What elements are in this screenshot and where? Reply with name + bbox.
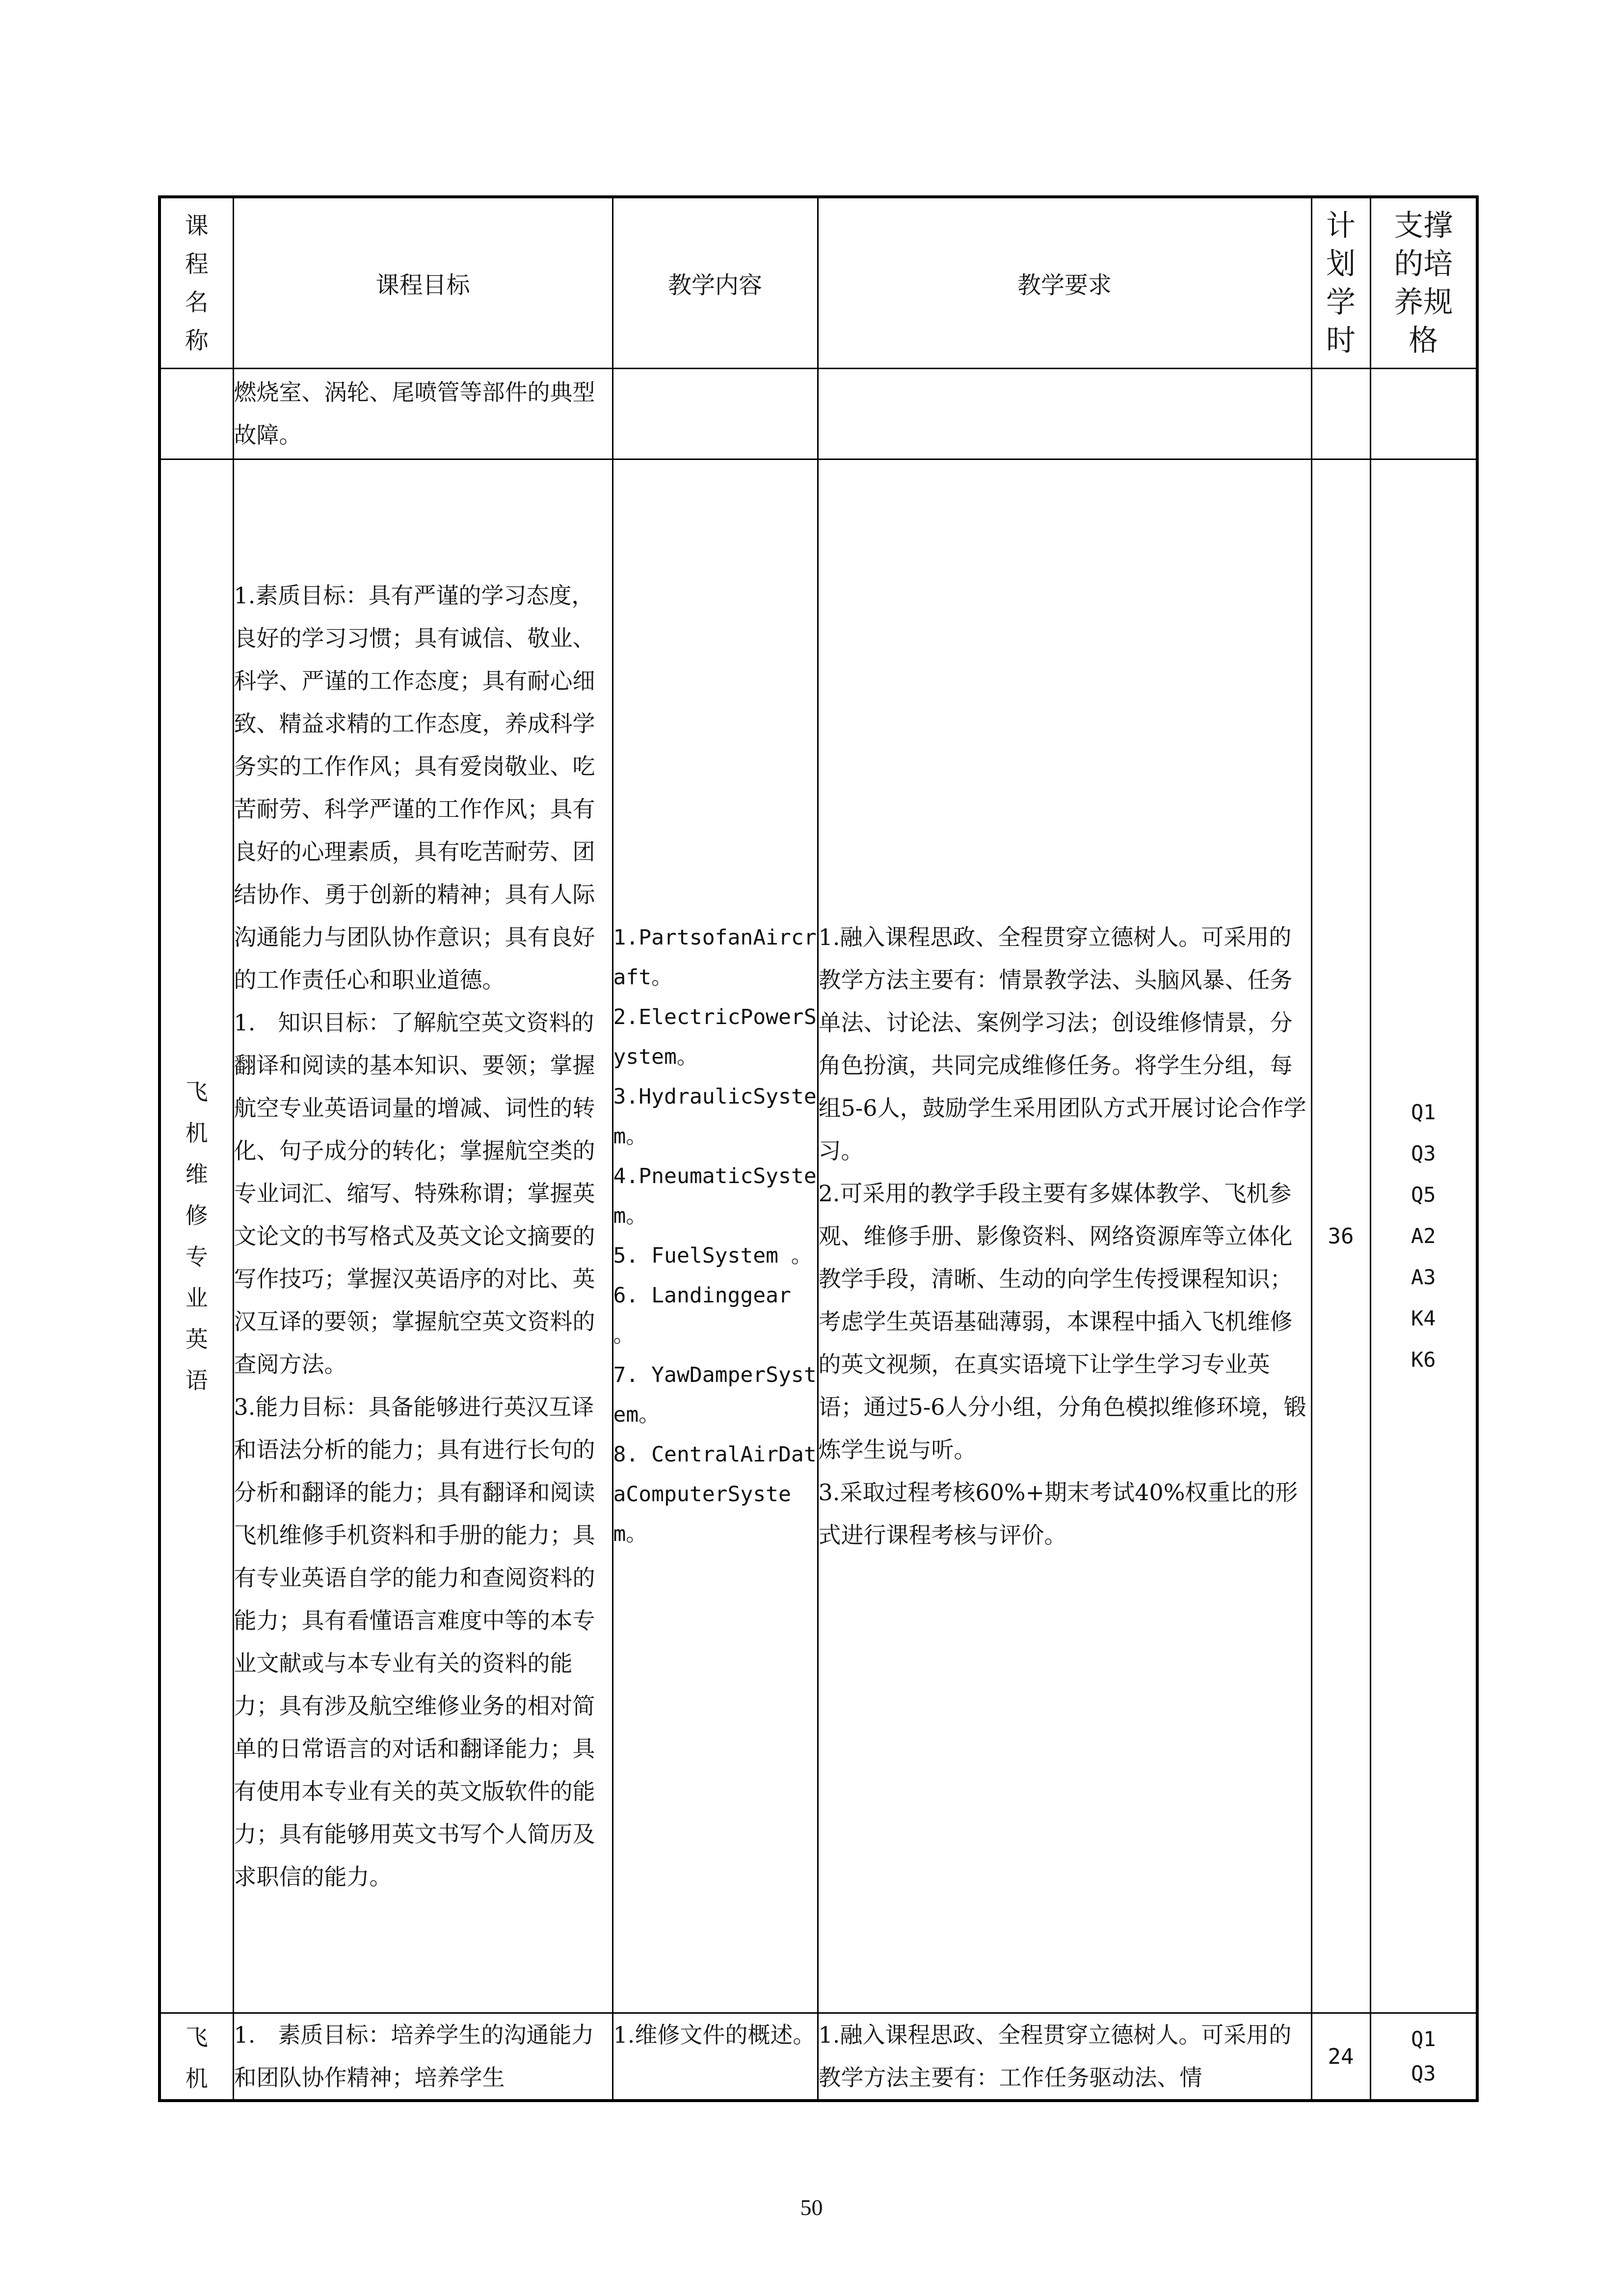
content-item: 1.PartsofanAircraft。 [613, 925, 817, 990]
course-name-cell [160, 369, 233, 459]
course-name-cell [160, 2013, 233, 2101]
header-hours [1311, 197, 1370, 369]
objective-ability: 3.能力目标：具备能够进行英汉互译和语法分析的能力；具有进行长句的分析和翻译的能力；具有翻译和阅读飞机维修手机资料和手册的能力；具有专业英语自学的能力和查阅资料的能力；具有看懂语言难度中等的本专业文献或与本专业有关的资料的能力；具有涉及航空维修业务的相对简单的日常语言的对话和翻译能力；具有使用本专业有关的英文版软件的能力；具有能够用英文书写个人简历及求职信的能力。 [234, 1393, 595, 1890]
requirement-item: 1.融入课程思政、全程贯穿立德树人。可采用的教学方法主要有：情景教学法、头脑风暴、任务单法、讨论法、案例学习法；创设维修情景，分角色扮演，共同完成维修任务。将学生分组，每组5-6人，鼓励学生采用团队方式开展讨论合作学习。 [818, 923, 1306, 1164]
content-item: 1.维修文件的概述。 [613, 2022, 816, 2048]
requirement-item: 2.可采用的教学手段主要有多媒体教学、飞机参观、维修手册、影像资料、网络资源库等立体化教学手段，清晰、生动的向学生传授课程知识；考虑学生英语基础薄弱，本课程中插入飞机维修的英文视频，在真实语境下让学生学习专业英语；通过5-6人分小组，分角色模拟维修环境，锻炼学生说与听。 [818, 1180, 1306, 1463]
objective-text: 燃烧室、涡轮、尾喷管等部件的典型故障。 [234, 379, 595, 448]
requirement-item: 1.融入课程思政、全程贯穿立德树人。可采用的教学方法主要有：工作任务驱动法、情 [818, 2022, 1292, 2091]
content-cell [612, 2013, 818, 2101]
objectives-cell [233, 2013, 612, 2101]
course-name-label: 飞 机 [185, 2024, 208, 2092]
spec-cell [1370, 369, 1477, 459]
header-objectives: 课程目标 [233, 197, 612, 369]
hours-cell: 24 [1311, 2013, 1370, 2101]
content-item: 2.ElectricPowerSystem。 [613, 1005, 817, 1069]
requirement-item: 3.采取过程考核60%+期末考试40%权重比的形式进行课程考核与评价。 [818, 1479, 1298, 1548]
table-row [160, 459, 1477, 2013]
page-number: 50 [800, 2195, 823, 2220]
objective-knowledge: 1. 知识目标：了解航空英文资料的翻译和阅读的基本知识、要领；掌握航空专业英语词量的增减、词性的转化、句子成分的转化；掌握航空类的专业词汇、缩写、特殊称谓；掌握英文论文的书写格式及英文论文摘要的写作技巧；掌握汉英语序的对比、英汉互译的要领；掌握航空英文资料的查阅方法。 [234, 1009, 595, 1378]
spec-item: Q1 [1410, 1100, 1436, 1124]
content-item: 5. FuelSystem 。 [613, 1243, 812, 1268]
table-header-row [160, 197, 1477, 369]
content-item: 8. CentralAirDataComputerSystem。 [613, 1442, 817, 1546]
content-cell [612, 369, 818, 459]
objective-quality: 1.素质目标：具有严谨的学习态度，良好的学习习惯；具有诚信、敬业、科学、严谨的工作态度；具有耐心细致、精益求精的工作态度，养成科学务实的工作作风；具有爱岗敬业、吃苦耐劳、科学严谨的工作作风；具有良好的心理素质，具有吃苦耐劳、团结协作、勇于创新的精神；具有人际沟通能力与团队协作意识；具有良好的工作责任心和职业道德。 [234, 582, 595, 993]
header-content: 教学内容 [612, 197, 818, 369]
spec-item: A3 [1410, 1265, 1436, 1289]
spec-item: Q5 [1410, 1183, 1436, 1207]
header-course-name [160, 197, 233, 369]
objectives-cell [233, 369, 612, 459]
spec-item: Q1 [1410, 2027, 1436, 2051]
content-item: 3.HydraulicSystem。 [613, 1084, 817, 1149]
hours-cell [1311, 369, 1370, 459]
spec-item: K6 [1410, 1348, 1436, 1372]
header-requirements: 教学要求 [818, 197, 1311, 369]
header-hours-label: 计 划 学 时 [1326, 208, 1356, 358]
content-item: 6. Landinggear 。 [613, 1283, 791, 1348]
header-spec-label: 支撑 的培 养规 格 [1394, 208, 1453, 358]
course-name-label: 飞 机 维 修 专 业 英 语 [185, 1079, 208, 1394]
course-name-cell [160, 459, 233, 2013]
course-table [158, 195, 1479, 2102]
spec-item: Q3 [1410, 2061, 1436, 2085]
header-course-name-label: 课 程 名 称 [185, 212, 209, 354]
requirements-cell [818, 2013, 1311, 2101]
spec-item: Q3 [1410, 1141, 1436, 1165]
objectives-cell [233, 459, 612, 2013]
spec-cell [1370, 2013, 1477, 2101]
hours-cell: 36 [1311, 459, 1370, 2013]
content-cell [612, 459, 818, 2013]
spec-item: K4 [1410, 1306, 1436, 1330]
requirements-cell [818, 369, 1311, 459]
spec-cell [1370, 459, 1477, 2013]
content-item: 4.PneumaticSystem。 [613, 1164, 817, 1228]
table-row [160, 369, 1477, 459]
spec-item: A2 [1410, 1224, 1436, 1248]
content-item: 7. YawDamperSystem。 [613, 1363, 817, 1427]
header-spec [1370, 197, 1477, 369]
requirements-cell [818, 459, 1311, 2013]
objective-text: 1. 素质目标：培养学生的沟通能力和团队协作精神；培养学生 [234, 2022, 594, 2091]
table-row [160, 2013, 1477, 2101]
